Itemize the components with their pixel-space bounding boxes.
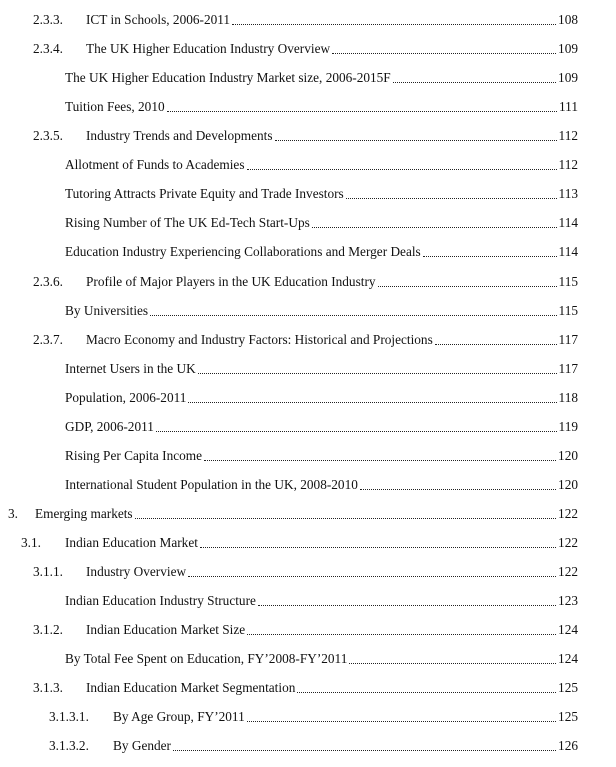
dot-leader [150, 315, 556, 316]
toc-entry-page: 112 [558, 157, 578, 172]
toc-entry-page: 119 [558, 419, 578, 434]
toc-entry[interactable] [0, 502, 616, 522]
toc-entry-page: 120 [558, 477, 578, 492]
dot-leader [346, 198, 557, 199]
dot-leader [232, 24, 556, 25]
toc-entry-title: The UK Higher Education Industry Market size, 2006-2015F [65, 70, 391, 85]
toc-entry-page: 114 [558, 215, 578, 230]
toc-entry-title: By Gender [113, 738, 171, 753]
toc-entry-page: 111 [559, 99, 578, 114]
toc-entry-title: Indian Education Market [65, 535, 198, 550]
toc-entry-title: Rising Number of The UK Ed-Tech Start-Ups [65, 215, 310, 230]
toc-entry-page: 109 [558, 41, 578, 56]
toc-entry-page: 122 [558, 506, 578, 521]
toc-entry[interactable] [0, 531, 616, 551]
toc-entry[interactable] [0, 8, 616, 28]
toc-entry[interactable] [0, 95, 616, 115]
toc-entry-page: 123 [558, 593, 578, 608]
toc-entry-page: 124 [558, 622, 578, 637]
dot-leader [200, 547, 556, 548]
dot-leader [198, 373, 557, 374]
toc-entry-title: Indian Education Market Size [86, 622, 246, 637]
toc-entry-number: 3.1.3.2. [49, 738, 89, 753]
toc-entry-page: 113 [558, 186, 578, 201]
toc-entry[interactable] [0, 299, 616, 319]
dot-leader [297, 692, 556, 693]
toc-entry-number: 2.3.4. [33, 41, 63, 56]
toc-entry-page: 117 [558, 332, 578, 347]
toc-entry[interactable] [0, 444, 616, 464]
toc-entry-title: ICT in Schools, 2006-2011 [86, 12, 231, 27]
toc-entry-title: The UK Higher Education Industry Overview [86, 41, 331, 56]
toc-entry-number: 2.3.6. [33, 274, 63, 289]
toc-entry-title: Macro Economy and Industry Factors: Historical and Projections [86, 332, 433, 347]
toc-entry[interactable] [0, 705, 616, 725]
toc-entry-title: Population, 2006-2011 [65, 390, 187, 405]
toc-entry-page: 114 [558, 244, 578, 259]
dot-leader [435, 344, 557, 345]
toc-entry[interactable] [0, 153, 616, 173]
toc-entry-page: 125 [558, 680, 578, 695]
toc-entry[interactable] [0, 240, 616, 260]
dot-leader [173, 750, 556, 751]
toc-entry-number: 2.3.7. [33, 332, 63, 347]
dot-leader [204, 460, 556, 461]
toc-entry[interactable] [0, 386, 616, 406]
toc-entry[interactable] [0, 560, 616, 580]
dot-leader [167, 111, 557, 112]
dot-leader [247, 169, 557, 170]
toc-entry[interactable] [0, 182, 616, 202]
toc-entry-number: 3.1.2. [33, 622, 63, 637]
toc-entry-page: 109 [558, 70, 578, 85]
toc-entry[interactable] [0, 473, 616, 493]
toc-entry-page: 125 [558, 709, 578, 724]
toc-entry-title: By Age Group, FY’2011 [113, 709, 245, 724]
toc-entry[interactable] [0, 328, 616, 348]
dot-leader [393, 82, 556, 83]
toc-entry-title: Industry Trends and Developments [86, 128, 273, 143]
toc-entry-title: By Total Fee Spent on Education, FY’2008-FY’2011 [65, 651, 348, 666]
dot-leader [188, 402, 556, 403]
toc-entry-number: 2.3.3. [33, 12, 63, 27]
dot-leader [156, 431, 557, 432]
toc-entry-page: 124 [558, 651, 578, 666]
toc-entry[interactable] [0, 734, 616, 754]
toc-entry-number: 3.1.1. [33, 564, 63, 579]
toc-entry-title: International Student Population in the UK, 2008-2010 [65, 477, 358, 492]
toc-entry-page: 122 [558, 564, 578, 579]
toc-entry[interactable] [0, 618, 616, 638]
dot-leader [378, 286, 557, 287]
dot-leader [135, 518, 556, 519]
toc-entry-page: 126 [558, 738, 578, 753]
toc-entry-page: 115 [558, 303, 578, 318]
toc-entry-page: 118 [558, 390, 578, 405]
toc-entry-title: Education Industry Experiencing Collaborations and Merger Deals [65, 244, 421, 259]
toc-entry-title: GDP, 2006-2011 [65, 419, 154, 434]
toc-entry-page: 108 [558, 12, 578, 27]
toc-entry[interactable] [0, 415, 616, 435]
toc-entry[interactable] [0, 647, 616, 667]
dot-leader [258, 605, 556, 606]
toc-entry-title: Allotment of Funds to Academies [65, 157, 245, 172]
toc-entry[interactable] [0, 66, 616, 86]
dot-leader [275, 140, 557, 141]
toc-entry[interactable] [0, 589, 616, 609]
toc-entry-title: Tuition Fees, 2010 [65, 99, 165, 114]
dot-leader [312, 227, 557, 228]
toc-entry-number: 3. [8, 506, 18, 521]
toc-entry-title: Internet Users in the UK [65, 361, 196, 376]
toc-entry-title: Profile of Major Players in the UK Education Industry [86, 274, 376, 289]
toc-entry-number: 2.3.5. [33, 128, 63, 143]
toc-entry-title: By Universities [65, 303, 149, 318]
dot-leader [423, 256, 557, 257]
toc-entry[interactable] [0, 676, 616, 696]
toc-entry[interactable] [0, 37, 616, 57]
toc-entry-page: 115 [558, 274, 578, 289]
toc-entry-title: Indian Education Industry Structure [65, 593, 256, 608]
dot-leader [349, 663, 556, 664]
toc-entry-title: Indian Education Market Segmentation [86, 680, 296, 695]
toc-entry[interactable] [0, 211, 616, 231]
toc-entry-title: Tutoring Attracts Private Equity and Trade Investors [65, 186, 344, 201]
toc-entry-number: 3.1.3.1. [49, 709, 89, 724]
toc-entry[interactable] [0, 357, 616, 377]
toc-entry[interactable] [0, 124, 616, 144]
toc-entry-title: Rising Per Capita Income [65, 448, 203, 463]
dot-leader [360, 489, 556, 490]
toc-entry-number: 3.1. [21, 535, 41, 550]
toc-entry-page: 117 [558, 361, 578, 376]
toc-entry-page: 112 [558, 128, 578, 143]
dot-leader [188, 576, 556, 577]
toc-entry-title: Industry Overview [86, 564, 187, 579]
dot-leader [332, 53, 556, 54]
toc-entry[interactable] [0, 270, 616, 290]
toc-entry-page: 122 [558, 535, 578, 550]
toc-entry-title: Emerging markets [35, 506, 133, 521]
dot-leader [247, 721, 556, 722]
toc-entry-number: 3.1.3. [33, 680, 63, 695]
dot-leader [247, 634, 556, 635]
toc-entry-page: 120 [558, 448, 578, 463]
